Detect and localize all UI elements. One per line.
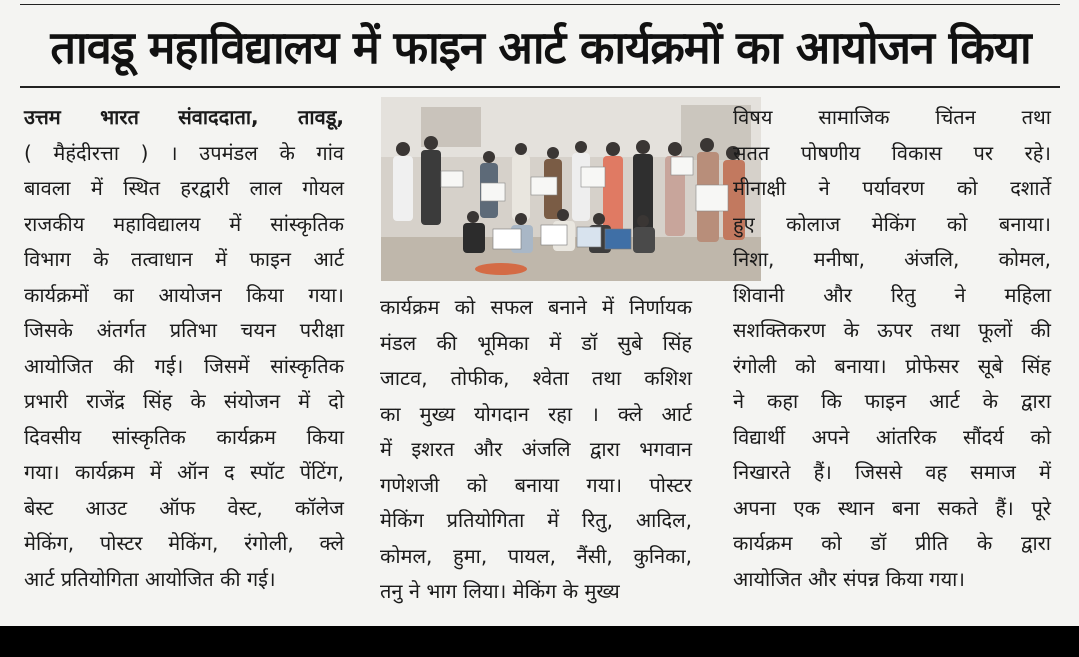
article-line: ने कहा कि फाइन आर्ट के द्वारा [733,389,1051,413]
article-line: दिवसीय सांस्कृतिक कार्यक्रम किया [24,424,344,449]
article-line: का मुख्य योगदान रहा । क्ले आर्ट [380,401,692,426]
article-line: विभाग के तत्वाधान में फाइन आर्ट [24,247,344,271]
article-line: में इशरत और अंजलि द्वारा भगवान [380,437,692,461]
article-line: राजकीय महाविद्यालय में सांस्कृतिक [24,211,344,236]
article-line: आर्ट प्रतियोगिता आयोजित की गई। [24,566,276,591]
bottom-black-bar [0,626,1079,657]
article-line: सतत पोषणीय विकास पर रहे। [733,140,1051,165]
article-line: हुए कोलाज मेकिंग को बनाया। [733,211,1051,236]
article-line: जिसके अंतर्गत प्रतिभा चयन परीक्षा [24,318,344,342]
top-rule [20,4,1060,5]
article-line: निखारते हैं। जिससे वह समाज में [733,460,1051,484]
article-line: ( मैहंदीरत्ता ) । उपमंडल के गांव [24,140,344,165]
article-line: रंगोली को बनाया। प्रोफेसर सूबे सिंह [733,353,1051,378]
headline: तावडू महाविद्यालय में फाइन आर्ट कार्यक्रमों का आयोजन किया [50,20,1031,74]
article-line: प्रभारी राजेंद्र सिंह के संयोजन में दो [24,389,344,413]
article-line: अपना एक स्थान बना सकते हैं। पूरे [733,495,1051,520]
article-line: बेस्ट आउट ऑफ वेस्ट, कॉलेज [24,495,344,520]
article-line: शिवानी और रितु ने महिला [733,282,1051,307]
article-line: कार्यक्रम को सफल बनाने में निर्णायक [380,295,692,319]
article-line: तनु ने भाग लिया। मेकिंग के मुख्य [380,579,620,603]
article-line: कार्यक्रमों का आयोजन किया गया। [24,282,344,307]
article-line: आयोजित की गई। जिसमें सांस्कृतिक [24,353,344,378]
article-line: निशा, मनीषा, अंजलि, कोमल, [733,247,1051,271]
article-line: मेकिंग, पोस्टर मेकिंग, रंगोली, क्ले [24,531,344,555]
article-line: गणेशजी को बनाया गया। पोस्टर [380,472,692,497]
group-photo-icon [381,97,761,281]
article-line: बावला में स्थित हरद्वारी लाल गोयल [24,176,344,200]
article-line: मेकिंग प्रतियोगिता में रितु, आदिल, [380,508,692,532]
article-line: विद्यार्थी अपने आंतरिक सौंदर्य को [733,424,1051,449]
article-column-1 [24,100,344,597]
article-line: कार्यक्रम को डॉ प्रीति के द्वारा [733,531,1051,555]
article-line: मंडल की भूमिका में डॉ सुबे सिंह [380,330,692,355]
article-line: गया। कार्यक्रम में ऑन द स्पॉट पेंटिंग, [24,460,344,484]
headline-underline [20,86,1060,88]
article-line: सशक्तिकरण के ऊपर तथा फूलों की [733,318,1051,342]
news-photo [381,97,761,281]
article-line: विषय सामाजिक चिंतन तथा [733,105,1051,129]
article-line: जाटव, तोफीक, श्वेता तथा कशिश [380,366,692,390]
article-column-3 [733,100,1051,597]
article-line: उत्तम भारत संवाददाता, तावडू, [24,105,344,129]
article-line: कोमल, हुमा, पायल, नैंसी, कुनिका, [380,543,692,568]
article-column-2 [380,290,692,610]
article-line: मीनाक्षी ने पर्यावरण को दशार्ते [733,176,1051,200]
article-line: आयोजित और संपन्न किया गया। [733,566,965,591]
